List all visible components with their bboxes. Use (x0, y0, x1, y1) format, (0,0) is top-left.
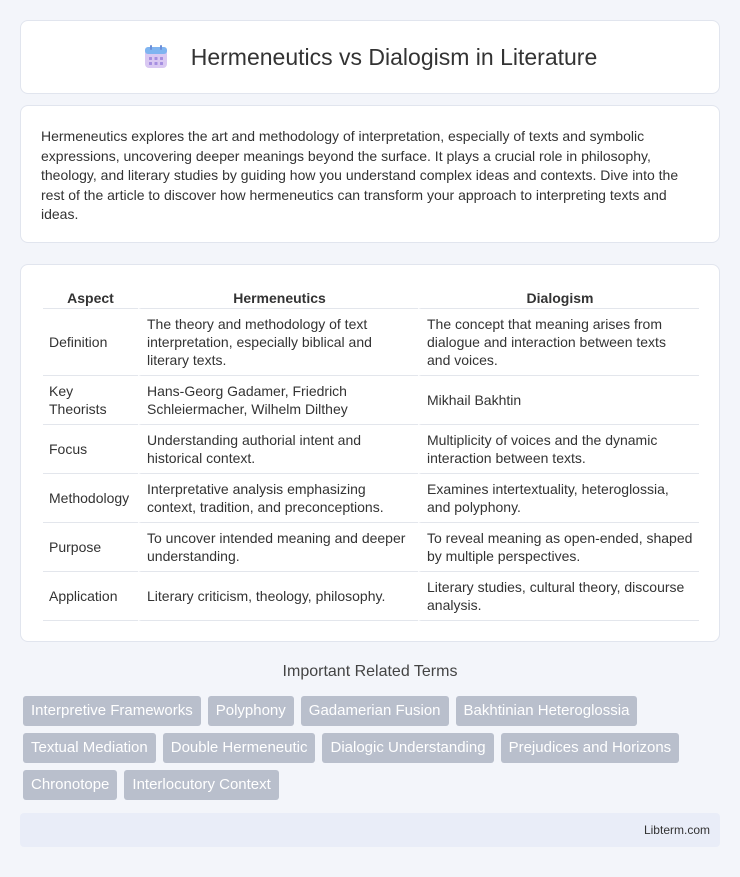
related-terms-title: Important Related Terms (282, 663, 458, 680)
comparison-card (20, 264, 720, 642)
table-row (43, 523, 699, 572)
row-hermeneutics: Interpretative analysis emphasizing context, tradition, and preconceptions. (138, 474, 418, 523)
row-dialogism: Literary studies, cultural theory, discourse analysis. (418, 572, 699, 621)
table-row (43, 474, 699, 523)
table-row (43, 425, 699, 474)
header-dialogism: Dialogism (418, 285, 699, 309)
row-hermeneutics: Understanding authorial intent and historical context. (138, 425, 418, 474)
footer-site-link[interactable]: Libterm.com (643, 823, 710, 837)
footer (20, 813, 720, 847)
row-aspect: Methodology (43, 474, 138, 523)
related-terms-list (23, 696, 723, 807)
intro-card (20, 105, 720, 243)
table-row (43, 309, 699, 376)
row-aspect: Application (43, 572, 138, 621)
related-term-tag[interactable]: Gadamerian Fusion (301, 696, 449, 726)
row-dialogism: The concept that meaning arises from dialogue and interaction between texts and voices. (418, 309, 699, 376)
row-aspect: Purpose (43, 523, 138, 572)
related-term-tag[interactable]: Dialogic Understanding (322, 733, 493, 763)
row-dialogism: Multiplicity of voices and the dynamic interaction between texts. (418, 425, 699, 474)
related-term-tag[interactable]: Interpretive Frameworks (23, 696, 201, 726)
related-term-tag[interactable]: Prejudices and Horizons (501, 733, 680, 763)
comparison-table (43, 285, 699, 621)
row-dialogism: Examines intertextuality, heteroglossia, and polyphony. (418, 474, 699, 523)
page-title: Hermeneutics vs Dialogism in Literature (190, 43, 598, 70)
related-term-tag[interactable]: Interlocutory Context (124, 770, 278, 800)
row-dialogism: To reveal meaning as open-ended, shaped by multiple perspectives. (418, 523, 699, 572)
row-hermeneutics: The theory and methodology of text interpretation, especially biblical and literary texts. (138, 309, 418, 376)
calendar-icon (143, 44, 169, 70)
table-row (43, 572, 699, 621)
header-aspect: Aspect (43, 285, 138, 309)
header-card (20, 20, 720, 94)
intro-text: Hermeneutics explores the art and methodology of interpretation, especially of texts and symbolic expressions, uncovering deeper meanings beyond the surface. It plays a crucial role in philosophy, theology, and literary studies by guiding how you understand complex ideas and contexts. Dive into the rest of the article to discover how hermeneutics can transform your approach to interpreting texts and ideas. (41, 128, 679, 223)
row-aspect: Definition (43, 309, 138, 376)
row-aspect: Key Theorists (43, 376, 138, 425)
row-dialogism: Mikhail Bakhtin (418, 376, 699, 425)
related-term-tag[interactable]: Textual Mediation (23, 733, 156, 763)
related-term-tag[interactable]: Chronotope (23, 770, 117, 800)
row-hermeneutics: To uncover intended meaning and deeper understanding. (138, 523, 418, 572)
related-term-tag[interactable]: Bakhtinian Heteroglossia (456, 696, 638, 726)
row-hermeneutics: Literary criticism, theology, philosophy. (138, 572, 418, 621)
row-hermeneutics: Hans-Georg Gadamer, Friedrich Schleiermacher, Wilhelm Dilthey (138, 376, 418, 425)
related-term-tag[interactable]: Polyphony (208, 696, 294, 726)
row-aspect: Focus (43, 425, 138, 474)
table-row (43, 376, 699, 425)
related-term-tag[interactable]: Double Hermeneutic (163, 733, 316, 763)
header-hermeneutics: Hermeneutics (138, 285, 418, 309)
